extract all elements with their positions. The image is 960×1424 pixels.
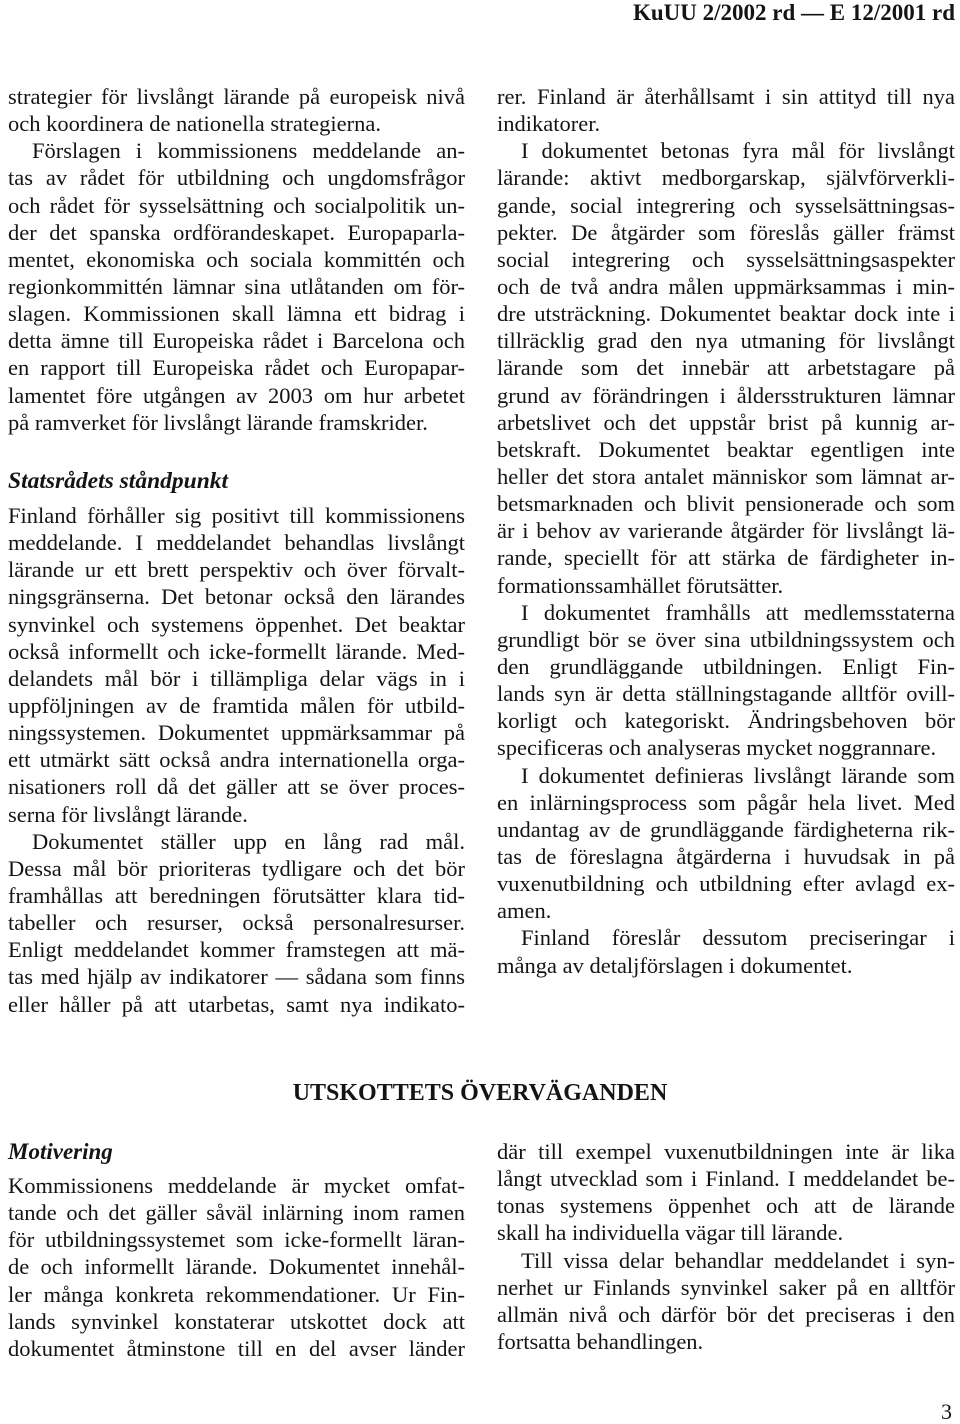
text-line: indikatorer. bbox=[497, 111, 601, 137]
bottom-left-column bbox=[8, 1172, 465, 1362]
text-line: vuxenutbildning och utbildning efter avlagd ex- bbox=[497, 871, 955, 897]
text-line: Enligt meddelandet kommer framstegen att mä- bbox=[8, 937, 465, 963]
paragraph bbox=[497, 762, 955, 925]
text-line: Dessa mål bör prioriteras tydligare och det bör bbox=[8, 855, 465, 881]
text-line: detta ämne till Europeiska rådet i Barcelona och bbox=[8, 328, 465, 354]
text-line: för utbildningssystemet som icke-formellt läran- bbox=[8, 1227, 465, 1253]
text-line: de och informellt lärande. Dokumentet innehål- bbox=[8, 1254, 465, 1280]
text-line: en rapport till Europeiska rådet och Europapar- bbox=[8, 355, 465, 381]
bottom-right-column bbox=[497, 1138, 955, 1355]
text-line: serna för livslångt lärande. bbox=[8, 801, 248, 827]
text-line: lands synvinkel konstaterar utskottet dock att bbox=[8, 1308, 465, 1334]
text-line: tas de föreslagna åtgärderna i huvudsak in på bbox=[497, 843, 955, 869]
text-line: tillräcklig grad den nya utmaning för livslångt bbox=[497, 328, 955, 354]
text-line: I dokumentet betonas fyra mål för livslångt bbox=[521, 138, 955, 164]
text-line: I dokumentet definieras livslångt lärande som bbox=[521, 762, 955, 788]
left-column-top bbox=[8, 83, 465, 436]
text-line: arbetslivet och det uppstår brist på kunnig ar- bbox=[497, 409, 955, 435]
text-line: undantag av de grundläggande färdigheterna rik- bbox=[497, 816, 955, 842]
text-line: betsmarknaden och blivit pensionerade och som bbox=[497, 491, 955, 517]
text-line: tonas systemens öppenhet och att de lärande bbox=[497, 1193, 955, 1219]
paragraph bbox=[497, 599, 955, 762]
text-line: ler många konkreta rekommendationer. Ur Fin- bbox=[8, 1281, 465, 1307]
paragraph bbox=[497, 1138, 955, 1247]
text-line: betskraft. Dokumentet beaktar egentligen inte bbox=[497, 436, 955, 462]
text-line: Förslagen i kommissionens meddelande an- bbox=[32, 138, 465, 164]
text-line: framhållas att beredningen förutsätter klara tid- bbox=[8, 882, 465, 908]
text-line: meddelande. I meddelandet behandlas livslångt bbox=[8, 530, 465, 556]
text-line: social integrering och sysselsättningsaspekter bbox=[497, 246, 955, 272]
text-line: tabeller och resurser, också personalresurser. bbox=[8, 910, 465, 936]
text-line: Finland förhåller sig positivt till kommissionens bbox=[8, 503, 465, 528]
text-line: mentet, ekonomiska och sociala kommittén och bbox=[8, 246, 465, 272]
text-line: grund av förändringen i åldersstrukturen lämnar bbox=[497, 382, 955, 408]
paragraph bbox=[497, 924, 955, 978]
text-line: nerhet ur Finlands synvinkel saker på en alltför bbox=[497, 1274, 955, 1300]
text-line: regionkommittén lämnar sina utlåtanden om för- bbox=[8, 273, 465, 299]
right-column bbox=[497, 83, 955, 979]
subsection-heading: Statsrådets ståndpunkt bbox=[8, 468, 229, 494]
text-line: på ramverket för livslångt lärande framskrider. bbox=[8, 409, 428, 435]
text-line: är i behov av varierande åtgärder för livslångt lä- bbox=[497, 518, 955, 544]
text-line: tas av rådet för utbildning och ungdomsfrågor bbox=[8, 165, 465, 191]
text-line: specificeras och analyseras mycket noggrannare. bbox=[497, 735, 937, 761]
paragraph bbox=[497, 83, 955, 137]
text-line: allmän nivå och därför bör det preciseras i den bbox=[497, 1301, 955, 1327]
text-line: lands syn är detta ställningstagande alltför ovill- bbox=[497, 681, 955, 707]
text-line: pekter. De åtgärder som föreslås gäller främst bbox=[497, 219, 955, 245]
paragraph bbox=[497, 137, 955, 598]
text-line: delandets mål bör i tillämpliga delar vägs in i bbox=[8, 665, 465, 691]
text-line: lärande: aktivt medborgarskap, självförverkli- bbox=[497, 165, 955, 191]
text-line: rande, speciellt för att stärka de färdigheter in- bbox=[497, 545, 955, 571]
paragraph bbox=[8, 83, 465, 137]
text-line: ett utmärkt sätt också andra internationella orga- bbox=[8, 747, 465, 773]
text-line: slagen. Kommissionen skall lämna ett bidrag i bbox=[8, 301, 465, 327]
text-line: Finland föreslår dessutom preciseringar i bbox=[521, 925, 955, 951]
text-line: amen. bbox=[497, 898, 552, 924]
text-line: uppföljningen av de framtida målen för utbild- bbox=[8, 692, 465, 718]
paragraph bbox=[8, 1172, 465, 1362]
text-line: ningsgränserna. Det betonar också den lärandes bbox=[8, 584, 465, 610]
page-number: 3 bbox=[941, 1399, 952, 1424]
text-line: strategier för livslångt lärande på europeisk nivå bbox=[8, 84, 465, 109]
text-line: korligt och kategoriskt. Ändringsbehoven bör bbox=[497, 708, 955, 734]
text-line: många av detaljförslagen i dokumentet. bbox=[497, 952, 853, 978]
text-line: där till exempel vuxenutbildningen inte är lika bbox=[497, 1139, 955, 1164]
paragraph bbox=[8, 828, 465, 1018]
text-line: dre utsträckning. Dokumentet beaktar dock inte i bbox=[497, 301, 955, 327]
text-line: grundligt bör se över sina utbildningssystem och bbox=[497, 626, 955, 652]
text-line: eller håller på att utarbetas, samt nya indikato- bbox=[8, 991, 465, 1017]
text-line: Kommissionens meddelande är mycket omfat- bbox=[8, 1173, 465, 1198]
text-line: ningssystemen. Dokumentet uppmärksammar på bbox=[8, 720, 465, 746]
text-line: Till vissa delar behandlar meddelandet i syn- bbox=[521, 1247, 955, 1273]
text-line: skall ha individuella vägar till lärande. bbox=[497, 1220, 844, 1246]
text-line: långt utvecklad som i Finland. I meddelandet be- bbox=[497, 1166, 955, 1192]
text-line: lärande som det innebär att arbetstagare på bbox=[497, 355, 955, 381]
text-line: formationssamhället förutsätter. bbox=[497, 572, 784, 598]
text-line: der det spanska ordförandeskapet. Europaparla- bbox=[8, 219, 465, 245]
text-line: tande och det gäller såväl inlärning inom ramen bbox=[8, 1200, 465, 1226]
text-line: den grundläggande utbildningen. Enligt Fin- bbox=[497, 653, 955, 679]
text-line: dokumentet åtminstone till en del avser länder bbox=[8, 1335, 465, 1361]
motivering-heading: Motivering bbox=[8, 1139, 113, 1164]
paragraph bbox=[8, 502, 465, 828]
text-line: fortsatta behandlingen. bbox=[497, 1328, 704, 1354]
text-line: tas med hjälp av indikatorer — sådana som finns bbox=[8, 964, 465, 990]
text-line: Dokumentet ställer upp en lång rad mål. bbox=[32, 828, 465, 854]
text-line: en inlärningsprocess som pågår hela livet. Med bbox=[497, 789, 955, 815]
text-line: rer. Finland är återhållsamt i sin attityd till nya bbox=[497, 84, 955, 109]
text-line: lamentet före utgången av 2003 om hur arbetet bbox=[8, 382, 465, 408]
text-line: lärande ur ett brett perspektiv och över förvalt- bbox=[8, 557, 465, 583]
text-line: heller det stora antalet människor som lämnat ar- bbox=[497, 463, 955, 489]
text-line: också informellt och icke-formellt lärande. Med- bbox=[8, 638, 465, 664]
text-line: gande, social integrering och sysselsättningsas- bbox=[497, 192, 955, 218]
section-heading: UTSKOTTETS ÖVERVÄGANDEN bbox=[292, 1080, 668, 1106]
text-line: och koordinera de nationella strategierna. bbox=[8, 111, 381, 137]
paragraph bbox=[497, 1247, 955, 1356]
text-line: I dokumentet framhålls att medlemsstaterna bbox=[521, 599, 955, 625]
text-line: och de två andra målen uppmärksammas i min- bbox=[497, 273, 955, 299]
text-line: nisationers roll då det gäller att se över proces- bbox=[8, 774, 465, 800]
text-line: och rådet för sysselsättning och socialpolitik un- bbox=[8, 192, 465, 218]
text-line: synvinkel och systemens öppenhet. Det beaktar bbox=[8, 611, 465, 637]
paragraph bbox=[8, 137, 465, 436]
left-column-bottom bbox=[8, 502, 465, 1018]
running-header: KuUU 2/2002 rd — E 12/2001 rd bbox=[632, 0, 955, 25]
